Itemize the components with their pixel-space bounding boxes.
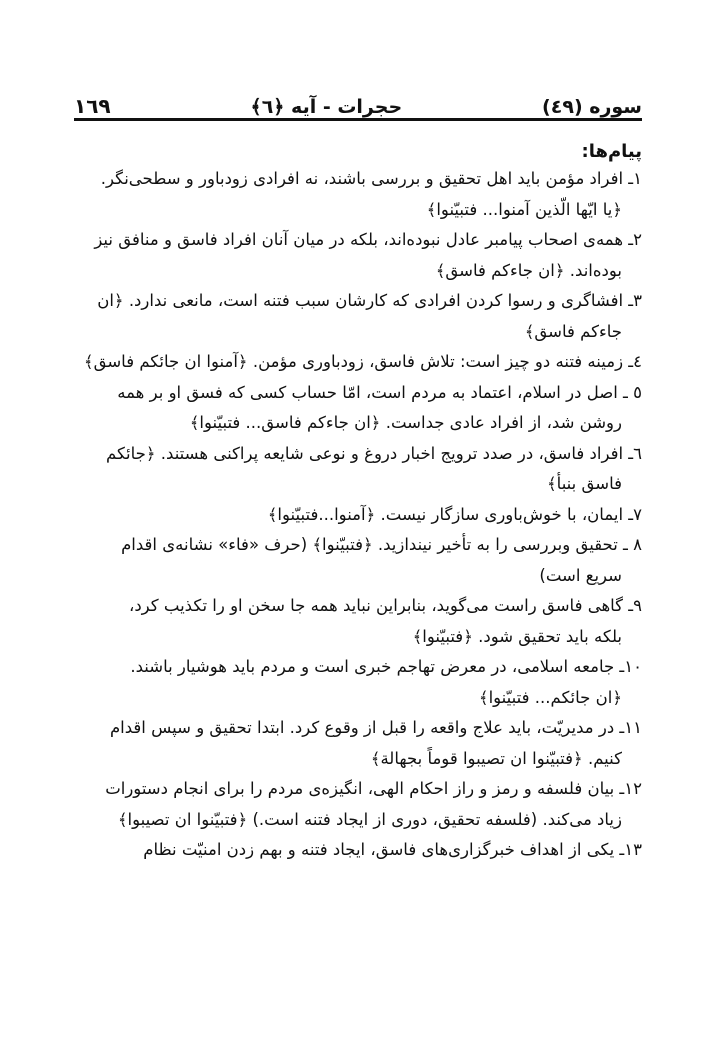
verse-citation: ﴿یا ایّها الّذین آمنوا... فتبیّنوا﴾ bbox=[426, 199, 622, 219]
text-line: ٣ـ افشاگری و رسوا کردن افرادی که کارشان سبب فتنه است، مانعی ندارد. ﴿ان bbox=[97, 291, 642, 310]
verse-title: حجرات - آیه ﴿٦﴾ bbox=[250, 96, 403, 118]
text-line: ١ـ افراد مؤمن باید اهل تحقیق و بررسی باشند، نه افرادی زودباور و سطحی‌نگر. bbox=[100, 169, 642, 188]
list-item bbox=[74, 652, 642, 713]
list-item bbox=[74, 530, 642, 591]
document-page bbox=[74, 84, 642, 866]
list-item bbox=[74, 225, 642, 286]
list-item bbox=[74, 286, 642, 347]
list-item bbox=[74, 500, 642, 531]
text-line: جاءکم فاسق﴾ bbox=[524, 321, 622, 341]
text-line: ١٢ـ بیان فلسفه و رمز و راز احکام الهی، انگیزه‌ی مردم را برای انجام دستورات bbox=[105, 779, 642, 798]
text-line: ٧ـ ایمان، با خوش‌باوری سازگار نیست. ﴿آمنوا...فتبیّنوا﴾ bbox=[267, 504, 642, 524]
text-line: روشن شد، از افراد عادی جداست. ﴿ان جاءکم فاسق... فتبیّنوا﴾ bbox=[189, 413, 622, 432]
text-line: ٤ـ زمینه فتنه دو چیز است: تلاش فاسق، زودباوری مؤمن. ﴿آمنوا ان جائکم فاسق﴾ bbox=[83, 352, 642, 371]
text-line: ٢ـ همه‌ی اصحاب پیامبر عادل نبوده‌اند، بلکه در میان آنان افراد فاسق و منافق نیز bbox=[94, 230, 642, 249]
messages-list bbox=[74, 164, 642, 866]
text-line: ٨ ـ تحقیق وبررسی را به تأخیر نیندازید. ﴿فتبیّنوا﴾ (حرف «فاء» نشانه‌ی اقدام bbox=[121, 535, 642, 554]
text-line: بوده‌اند. ﴿ان جاءکم فاسق﴾ bbox=[435, 260, 622, 280]
text-line: بلکه باید تحقیق شود. ﴿فتبیّنوا﴾ bbox=[412, 626, 622, 646]
text-line: ٥ ـ اصل در اسلام، اعتماد به مردم است، امّا حساب کسی که فسق او بر همه bbox=[117, 382, 642, 402]
text-line: ١٠ـ جامعه اسلامی، در معرض تهاجم خبری است و مردم باید هوشیار باشند. bbox=[130, 657, 642, 676]
text-line: زیاد می‌کند. (فلسفه تحقیق، دوری از ایجاد فتنه است.) ﴿فتبیّنوا ان تصیبوا﴾ bbox=[117, 809, 622, 829]
text-line: ٩ـ گاهی فاسق راست می‌گوید، بنابراین نباید همه جا سخن او را تکذیب کرد، bbox=[129, 596, 642, 615]
list-item bbox=[74, 835, 642, 866]
text-line: ١١ـ در مدیریّت، باید علاج واقعه را قبل از وقوع کرد. ابتدا تحقیق و سپس اقدام bbox=[109, 718, 642, 737]
list-item bbox=[74, 347, 642, 378]
list-item bbox=[74, 164, 642, 225]
page-number: ١٦٩ bbox=[74, 94, 111, 118]
text-line: سریع است) bbox=[539, 565, 622, 585]
page-header bbox=[74, 84, 642, 121]
list-item bbox=[74, 774, 642, 835]
list-item bbox=[74, 713, 642, 774]
list-item bbox=[74, 439, 642, 500]
text-line: ١٣ـ یکی از اهداف خبرگزاری‌های فاسق، ایجاد فتنه و بهم زدن امنیّت نظام bbox=[143, 840, 642, 859]
text-line: ٦ـ افراد فاسق، در صدد ترویج اخبار دروغ و نوعی شایعه پراکنی هستند. ﴿جائکم bbox=[105, 443, 642, 463]
list-item bbox=[74, 591, 642, 652]
surah-title: سوره (٤٩) bbox=[542, 96, 642, 118]
text-line: فاسق بنبأ﴾ bbox=[547, 474, 622, 493]
section-title: پیام‌ها: bbox=[581, 141, 642, 162]
list-item bbox=[74, 378, 642, 439]
text-line: کنیم. ﴿فتبیّنوا ان تصیبوا قوماً بجهالة﴾ bbox=[370, 748, 622, 768]
verse-citation: ﴿ان جائکم... فتبیّنوا﴾ bbox=[478, 687, 622, 707]
